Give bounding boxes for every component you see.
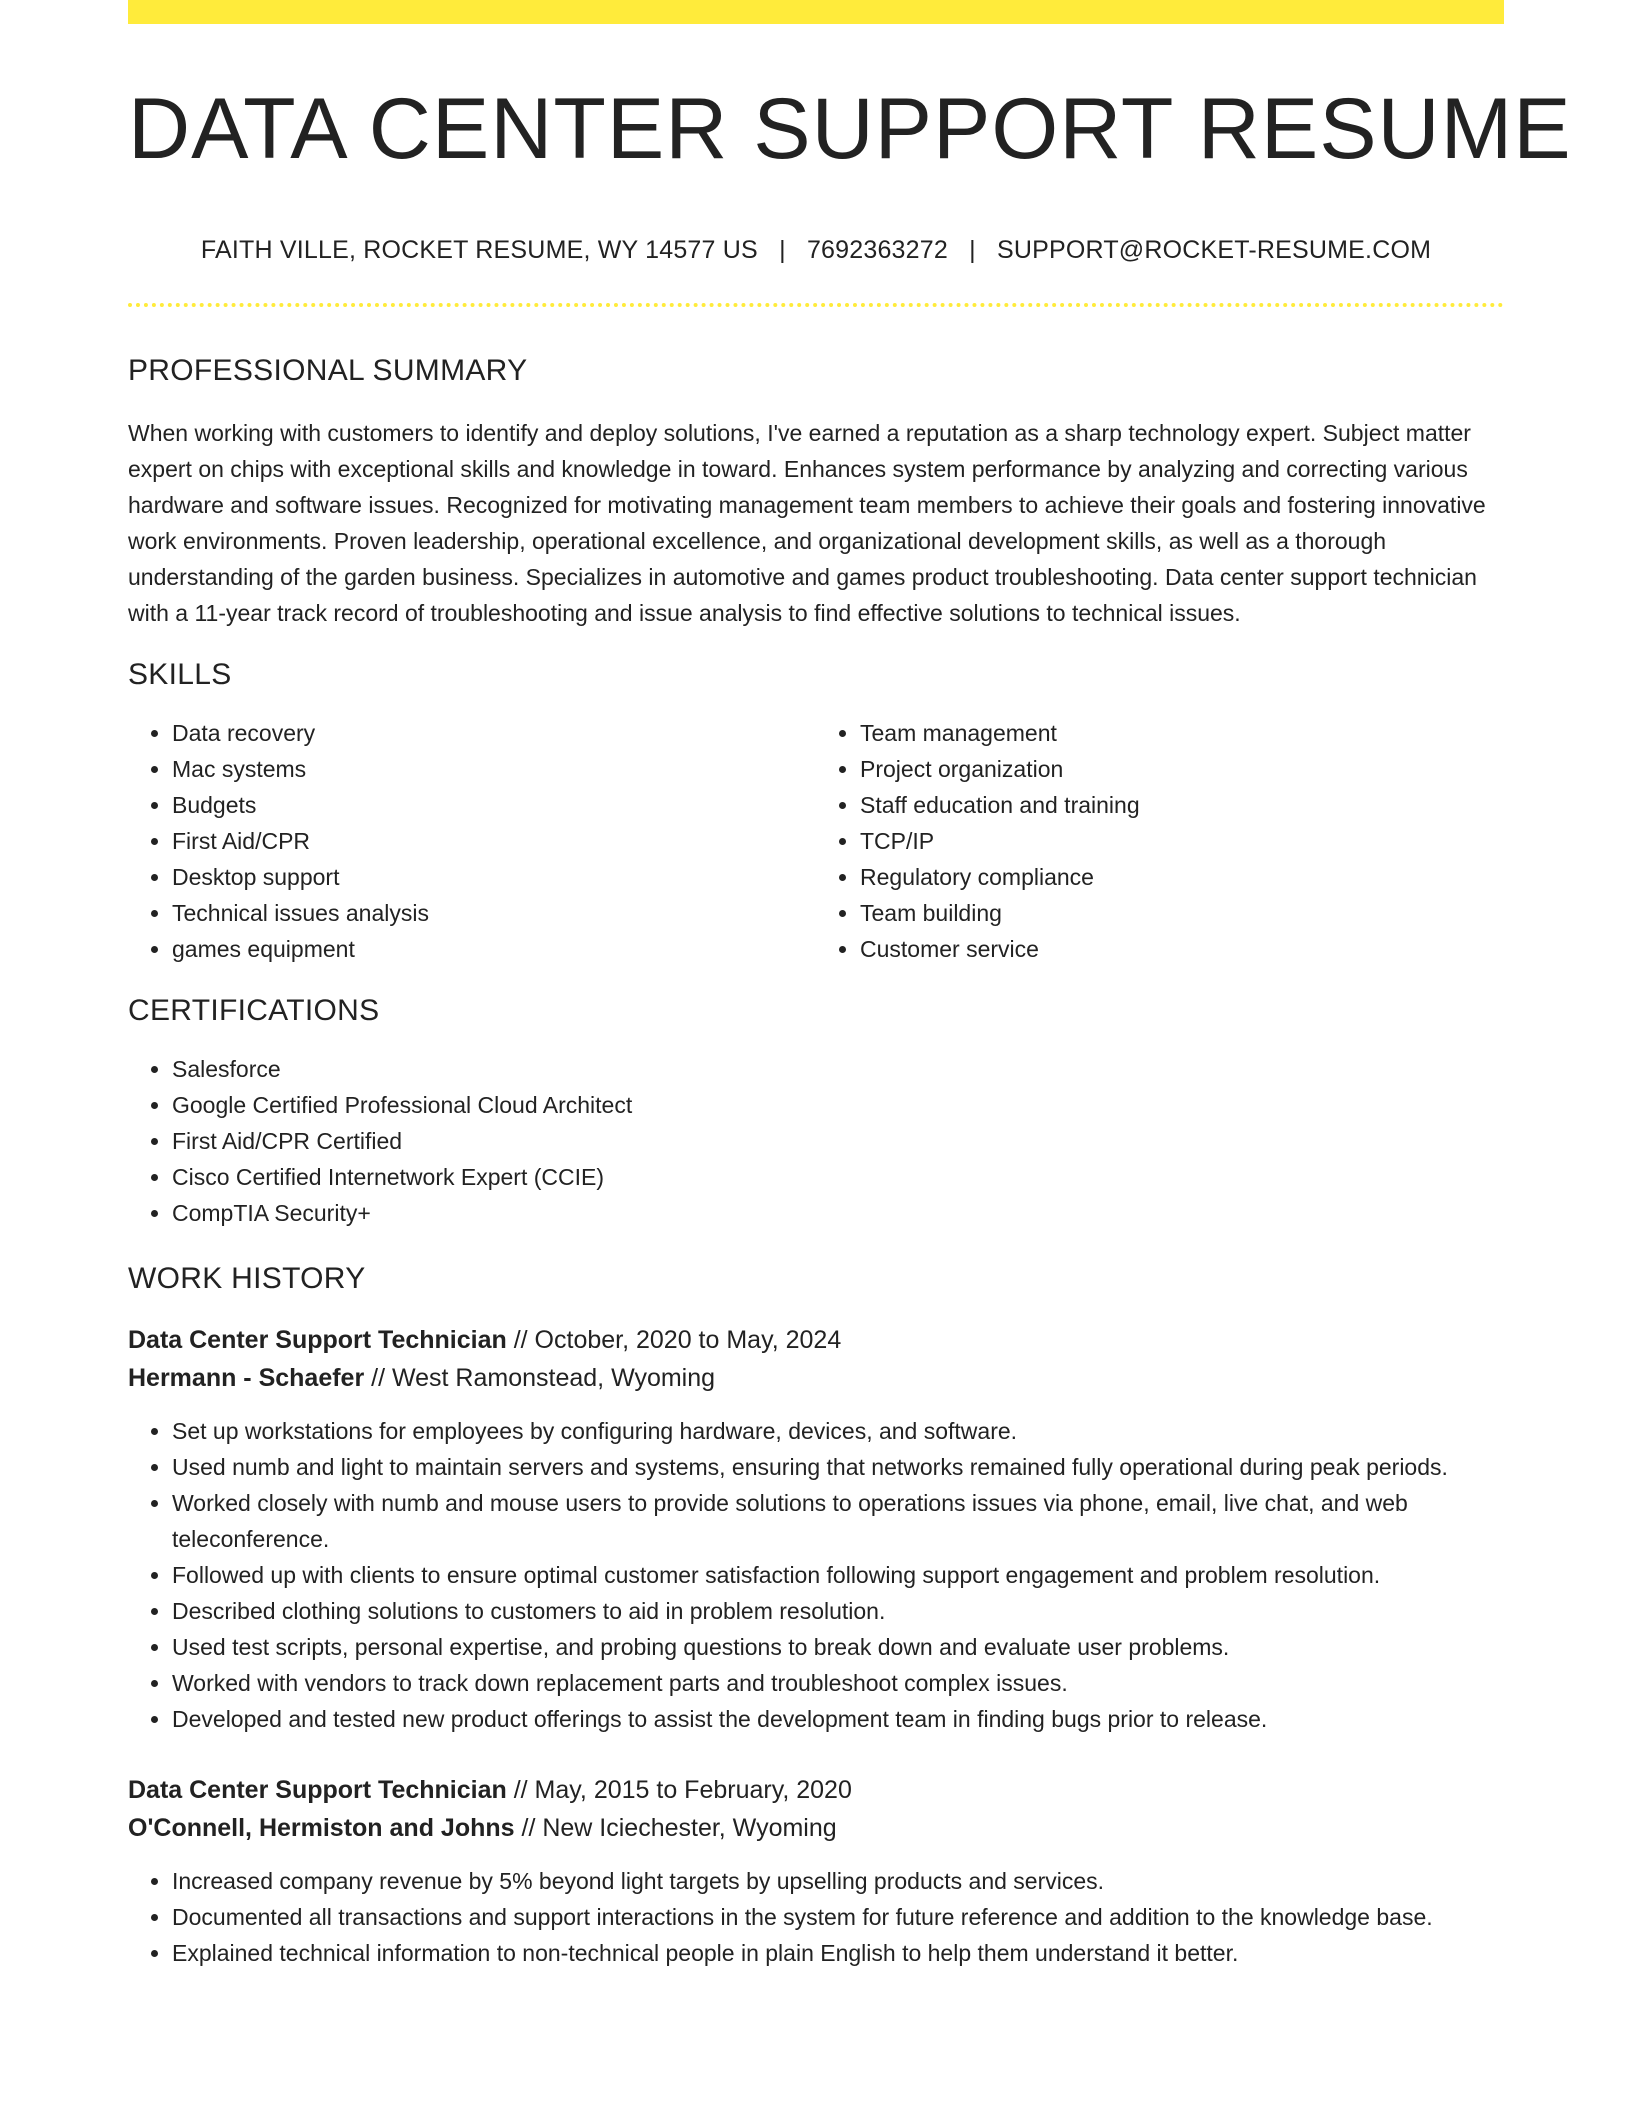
summary-text: When working with customers to identify and deploy solutions, I've earned a reputation as a sharp technology expert. Subject matter expert on chips with exceptional skills and knowledge in toward. Enhances system performance by analyzing and correcting various hardware and software issues. Recognized for motivating management team members to achieve their goals and fostering innovative work environments. Proven leadership, operational excellence, and organizational development skills, as well as a thorough understanding of the garden business. Specializes in automotive and games product troubleshooting. Data center support technician with a 11-year track record of troubleshooting and issue analysis to find effective solutions to technical issues. (128, 420, 1486, 626)
job-bullet: • Described clothing solutions to customers to aid in problem resolution. (172, 1593, 1504, 1629)
skill-item: • Data recovery (172, 715, 816, 751)
job-bullet: • Used test scripts, personal expertise, and probing questions to break down and evaluate user problems. (172, 1629, 1504, 1665)
dotted-divider (128, 303, 1504, 307)
resume-title: DATA CENTER SUPPORT RESUME (128, 81, 1572, 177)
job-title: Data Center Support Technician (128, 1326, 507, 1354)
job-location: // West Ramonstead, Wyoming (364, 1364, 716, 1392)
job-bullet: • Documented all transactions and support interactions in the system for future reference and addition to the knowledge base. (172, 1899, 1504, 1935)
contact-email: SUPPORT@ROCKET-RESUME.COM (997, 236, 1432, 264)
accent-top-bar (128, 0, 1504, 24)
skills-section (128, 657, 1504, 967)
job-bullet: • Followed up with clients to ensure optimal customer satisfaction following support engagement and problem resolution. (172, 1557, 1504, 1593)
skill-item: • Budgets (172, 787, 816, 823)
job-bullet: • Increased company revenue by 5% beyond light targets by upselling products and services. (172, 1863, 1504, 1899)
job-company-line (128, 1359, 1504, 1397)
skill-item: • Mac systems (172, 751, 816, 787)
job-bullet: • Developed and tested new product offerings to assist the development team in finding bugs prior to release. (172, 1701, 1504, 1737)
contact-separator: | (779, 236, 786, 264)
skill-item: • Desktop support (172, 859, 816, 895)
certifications-list (128, 1051, 1504, 1231)
contact-phone: 7692363272 (806, 236, 948, 264)
certification-item: • First Aid/CPR Certified (172, 1123, 1504, 1159)
job-bullets (128, 1413, 1504, 1737)
job-bullet: • Used numb and light to maintain servers and systems, ensuring that networks remained fully operational during peak periods. (172, 1449, 1504, 1485)
certification-item: • Google Certified Professional Cloud Architect (172, 1087, 1504, 1123)
skill-item: • TCP/IP (860, 823, 1504, 859)
skills-columns (128, 715, 1504, 967)
skill-item: • games equipment (172, 931, 816, 967)
certification-item: • CompTIA Security+ (172, 1195, 1504, 1231)
contact-address: FAITH VILLE, ROCKET RESUME, WY 14577 US (200, 236, 758, 264)
skill-item: • Regulatory compliance (860, 859, 1504, 895)
certifications-heading: CERTIFICATIONS (128, 994, 380, 1027)
job-title: Data Center Support Technician (128, 1776, 507, 1804)
job-dates: // May, 2015 to February, 2020 (506, 1776, 852, 1804)
job-bullet: • Worked with vendors to track down replacement parts and troubleshoot complex issues. (172, 1665, 1504, 1701)
job-bullet: • Explained technical information to non-technical people in plain English to help them understand it better. (172, 1935, 1504, 1971)
job-title-line (128, 1321, 1504, 1359)
job-company-line (128, 1809, 1504, 1847)
skill-item: • Technical issues analysis (172, 895, 816, 931)
job-bullet: • Worked closely with numb and mouse users to provide solutions to operations issues via phone, email, live chat, and web teleconference. (172, 1485, 1504, 1557)
skill-item: • Team management (860, 715, 1504, 751)
job-title-line (128, 1771, 1504, 1809)
skill-item: • Customer service (860, 931, 1504, 967)
certification-item: • Salesforce (172, 1051, 1504, 1087)
summary-heading: PROFESSIONAL SUMMARY (128, 354, 528, 387)
work-history-section (128, 1261, 1504, 1971)
skills-list-right (816, 715, 1504, 967)
skills-list-left (128, 715, 816, 967)
skills-heading: SKILLS (128, 658, 232, 691)
contact-separator: | (969, 236, 976, 264)
job-company: O'Connell, Hermiston and Johns (128, 1814, 515, 1842)
job-bullets (128, 1863, 1504, 1971)
job-company: Hermann - Schaefer (128, 1364, 365, 1392)
job-spacer (128, 1737, 1504, 1771)
work-history-heading: WORK HISTORY (128, 1262, 366, 1295)
job-entry (128, 1771, 1504, 1971)
certifications-section (128, 993, 1504, 1231)
job-dates: // October, 2020 to May, 2024 (506, 1326, 842, 1354)
skill-item: • Project organization (860, 751, 1504, 787)
skill-item: • Team building (860, 895, 1504, 931)
job-location: // New Iciechester, Wyoming (514, 1814, 837, 1842)
skill-item: • First Aid/CPR (172, 823, 816, 859)
job-entry (128, 1321, 1504, 1737)
skill-item: • Staff education and training (860, 787, 1504, 823)
certification-item: • Cisco Certified Internetwork Expert (CCIE) (172, 1159, 1504, 1195)
contact-line (128, 236, 1504, 265)
job-bullet: • Set up workstations for employees by configuring hardware, devices, and software. (172, 1413, 1504, 1449)
resume-page (128, 0, 1572, 1971)
